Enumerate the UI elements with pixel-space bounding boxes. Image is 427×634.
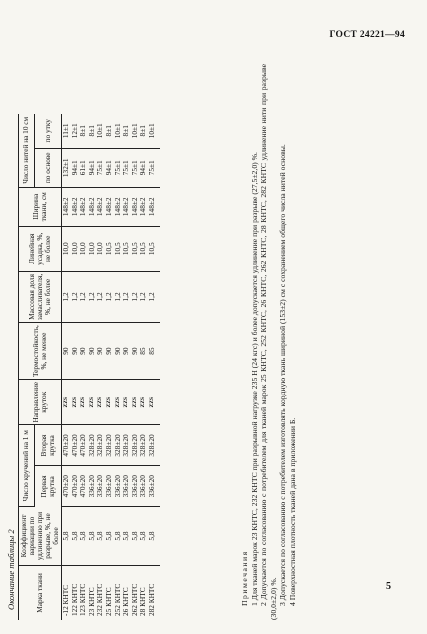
cell-coef: 5,8 bbox=[139, 507, 148, 566]
cell-warp: 75±1 bbox=[114, 148, 123, 187]
cell-mass: 1,2 bbox=[71, 271, 80, 322]
cell-weft: 8±1 bbox=[122, 114, 131, 149]
cell-width: 148±2 bbox=[114, 187, 123, 226]
cell-second: 470±20 bbox=[71, 425, 80, 466]
notes-title: Примечания bbox=[240, 550, 249, 606]
cell-warp: 61±1 bbox=[79, 148, 88, 187]
table-row bbox=[131, 114, 140, 620]
cell-dir: ZZS bbox=[139, 380, 148, 425]
cell-weft: 8±1 bbox=[79, 114, 88, 149]
note-3: 3 Допускается по согласованию с потребителем изготовлять кордную ткань шириной (153±2) см с сохранением общего числа нитей основы. bbox=[278, 144, 288, 606]
cell-weft: 10±1 bbox=[114, 114, 123, 149]
table-row bbox=[79, 114, 88, 620]
cell-width: 148±2 bbox=[122, 187, 131, 226]
cell-first: 470±20 bbox=[62, 466, 71, 507]
cell-warp: 75±1 bbox=[96, 148, 105, 187]
cell-thermo: 90 bbox=[71, 323, 80, 380]
note-2: 2 Допускается по согласованию с потребителем для тканей марок 25 КНТС, 252 КНТС, 26 КНТС, 262 КНТС, 28 КНТС, 282 КНТС удлинение нити при разрыве (30,0±2,0) %. bbox=[259, 64, 278, 620]
cell-mass: 1,2 bbox=[88, 271, 97, 322]
cell-second: 328±20 bbox=[88, 425, 97, 466]
cell-mark: -12 КНТС bbox=[61, 584, 70, 616]
cell-dir: ZZS bbox=[105, 380, 114, 425]
cell-mark: 123 КНТС bbox=[78, 583, 88, 616]
cell-dir: ZZS bbox=[62, 380, 71, 425]
cell-second: 328±20 bbox=[131, 425, 140, 466]
cell-mass: 1,2 bbox=[105, 271, 114, 322]
cell-first: 470±20 bbox=[79, 466, 88, 507]
cell-shrink: 10,5 bbox=[122, 226, 131, 271]
cell-first: 336±20 bbox=[148, 466, 160, 507]
cell-coef: 5,8 bbox=[105, 507, 114, 566]
cell-first: 336±20 bbox=[131, 466, 140, 507]
cell-shrink: 10,0 bbox=[96, 226, 105, 271]
cell-mass: 1,2 bbox=[139, 271, 148, 322]
cell-width: 148±2 bbox=[105, 187, 114, 226]
cell-coef: 5,8 bbox=[88, 507, 97, 566]
cell-coef: 5,8 bbox=[96, 507, 105, 566]
cell-weft: 10±1 bbox=[148, 114, 160, 149]
table-row bbox=[114, 114, 123, 620]
cell-dir: ZZS bbox=[88, 380, 97, 425]
col-header-mass: Массовая доля замасливателя, %, не более bbox=[19, 271, 62, 322]
cell-second: 328±20 bbox=[105, 425, 114, 466]
cell-shrink: 10,0 bbox=[88, 226, 97, 271]
table-row bbox=[139, 114, 148, 620]
cell-mark: 252 КНТС bbox=[112, 583, 122, 616]
col-header-weft: по утку bbox=[34, 114, 61, 149]
table-row bbox=[105, 114, 114, 620]
cell-coef: 5,8 bbox=[131, 507, 140, 566]
cell-warp: 75±1 bbox=[122, 148, 131, 187]
cell-second: 470±20 bbox=[79, 425, 88, 466]
cell-second: 470±20 bbox=[62, 425, 71, 466]
cell-mark: 23 КНТС bbox=[86, 587, 96, 616]
table-row bbox=[96, 114, 105, 620]
cell-weft: 12±1 bbox=[71, 114, 80, 149]
cell-first: 336±20 bbox=[96, 466, 105, 507]
col-header-thermo: Термостойкость, %, не менее bbox=[19, 323, 62, 380]
cell-shrink: 10,0 bbox=[79, 226, 88, 271]
cell-width: 148±2 bbox=[131, 187, 140, 226]
page-number: 5 bbox=[386, 581, 391, 592]
table-row bbox=[71, 114, 80, 620]
col-header-second: Вторая крутка bbox=[34, 425, 61, 466]
cell-width: 148±2 bbox=[139, 187, 148, 226]
cell-shrink: 10,5 bbox=[148, 226, 160, 271]
col-header-threads: Число нитей на 10 см bbox=[19, 114, 35, 188]
cell-thermo: 90 bbox=[79, 323, 88, 380]
table-row bbox=[88, 114, 97, 620]
cell-shrink: 10,0 bbox=[62, 226, 71, 271]
cell-warp: 75±1 bbox=[148, 148, 160, 187]
cell-warp: 75±1 bbox=[131, 148, 140, 187]
cell-thermo: 90 bbox=[96, 323, 105, 380]
cell-warp: 94±1 bbox=[88, 148, 97, 187]
cell-shrink: 10,5 bbox=[105, 226, 114, 271]
cell-dir: ZZS bbox=[79, 380, 88, 425]
col-header-coef: Коэффициент вариации по удлинению при разрыве, %, не более bbox=[19, 507, 62, 566]
cell-width: 148±2 bbox=[62, 187, 71, 226]
cell-thermo: 85 bbox=[148, 323, 160, 380]
cell-dir: ZZS bbox=[71, 380, 80, 425]
cell-mark: 232 КНТС bbox=[95, 583, 105, 616]
cell-width: 148±2 bbox=[88, 187, 97, 226]
col-header-direction: Направление круток bbox=[19, 380, 62, 425]
cell-shrink: 10,5 bbox=[139, 226, 148, 271]
cell-mass: 1,2 bbox=[96, 271, 105, 322]
cell-coef: 5,8 bbox=[114, 507, 123, 566]
cell-mass: 1,2 bbox=[122, 271, 131, 322]
cell-weft: 11±1 bbox=[62, 114, 71, 149]
cell-mass: 1,2 bbox=[62, 271, 71, 322]
table-caption: Окончание таблицы 2 bbox=[6, 529, 16, 610]
page-header: ГОСТ 24221—94 bbox=[329, 30, 405, 40]
col-header-first: Первая крутка bbox=[34, 466, 61, 507]
cell-weft: 10±1 bbox=[96, 114, 105, 149]
cell-dir: ZZS bbox=[131, 380, 140, 425]
cell-mass: 1,2 bbox=[131, 271, 140, 322]
cell-width: 148±2 bbox=[96, 187, 105, 226]
cell-thermo: 90 bbox=[105, 323, 114, 380]
cell-shrink: 10,5 bbox=[114, 226, 123, 271]
cell-weft: 8±1 bbox=[88, 114, 97, 149]
notes-block bbox=[240, 64, 298, 620]
cell-width: 148±2 bbox=[148, 187, 160, 226]
table-row bbox=[122, 114, 131, 620]
cell-mark: 28 КНТС bbox=[138, 587, 148, 616]
cell-weft: 8±1 bbox=[105, 114, 114, 149]
cell-second: 328±20 bbox=[96, 425, 105, 466]
cell-coef: 5,8 bbox=[62, 507, 71, 566]
col-header-warp: по основе bbox=[34, 148, 61, 187]
cell-mark: 262 КНТС bbox=[129, 583, 139, 616]
col-header-shrink: Линейная усадка, %, не более bbox=[19, 226, 62, 271]
cell-second: 328±20 bbox=[114, 425, 123, 466]
table-row bbox=[62, 114, 71, 620]
cell-shrink: 10,0 bbox=[71, 226, 80, 271]
cell-second: 328±20 bbox=[139, 425, 148, 466]
cell-coef: 5,8 bbox=[79, 507, 88, 566]
cell-thermo: 90 bbox=[62, 323, 71, 380]
cell-dir: ZZS bbox=[114, 380, 123, 425]
cell-mass: 1,2 bbox=[114, 271, 123, 322]
cell-warp: 132±1 bbox=[62, 148, 71, 187]
cell-coef: 5,8 bbox=[148, 507, 160, 566]
cell-mass: 1,2 bbox=[148, 271, 160, 322]
cell-first: 336±20 bbox=[114, 466, 123, 507]
table-row bbox=[148, 114, 160, 620]
cell-thermo: 85 bbox=[139, 323, 148, 380]
cell-coef: 5,8 bbox=[71, 507, 80, 566]
col-header-mark: Марка ткани bbox=[19, 566, 62, 621]
cell-second: 328±20 bbox=[148, 425, 160, 466]
cell-weft: 10±1 bbox=[131, 114, 140, 149]
cell-weft: 8±1 bbox=[139, 114, 148, 149]
cell-warp: 94±1 bbox=[71, 148, 80, 187]
cell-warp: 94±1 bbox=[139, 148, 148, 187]
cell-dir: ZZS bbox=[148, 380, 160, 425]
cell-first: 336±20 bbox=[88, 466, 97, 507]
cell-thermo: 90 bbox=[122, 323, 131, 380]
cell-shrink: 10,5 bbox=[131, 226, 140, 271]
cell-thermo: 90 bbox=[131, 323, 140, 380]
note-4: 4 Поверхностная плотность тканей дана в приложении Б. bbox=[287, 417, 297, 606]
cell-first: 336±20 bbox=[105, 466, 114, 507]
cell-thermo: 90 bbox=[88, 323, 97, 380]
cell-mark: 122 КНТС bbox=[69, 583, 79, 616]
cell-width: 148±2 bbox=[79, 187, 88, 226]
cell-second: 328±20 bbox=[122, 425, 131, 466]
cell-mass: 1,2 bbox=[79, 271, 88, 322]
rotated-content bbox=[4, 60, 364, 620]
cell-first: 336±20 bbox=[139, 466, 148, 507]
cell-dir: ZZS bbox=[96, 380, 105, 425]
cell-first: 470±20 bbox=[71, 466, 80, 507]
col-header-twists: Число кручений на 1 м bbox=[19, 425, 35, 507]
note-1: 1 Для тканей марок 23 КНТС, 232 КНТС при разрывной нагрузке 235 Н (24 кгс) и более допускается удлинение при разрыве (27,5±2,0) %. bbox=[249, 152, 259, 606]
cell-coef: 5,8 bbox=[122, 507, 131, 566]
cell-mark: 26 КНТС bbox=[121, 587, 131, 616]
cell-mark: 282 КНТС bbox=[146, 583, 156, 616]
table-2-continuation bbox=[18, 114, 160, 620]
cell-width: 148±2 bbox=[71, 187, 80, 226]
cell-mark: 25 КНТС bbox=[103, 587, 113, 616]
cell-warp: 94±1 bbox=[105, 148, 114, 187]
cell-thermo: 90 bbox=[114, 323, 123, 380]
col-header-width: Ширина ткани, см bbox=[19, 187, 62, 226]
cell-dir: ZZS bbox=[122, 380, 131, 425]
cell-first: 336±20 bbox=[122, 466, 131, 507]
